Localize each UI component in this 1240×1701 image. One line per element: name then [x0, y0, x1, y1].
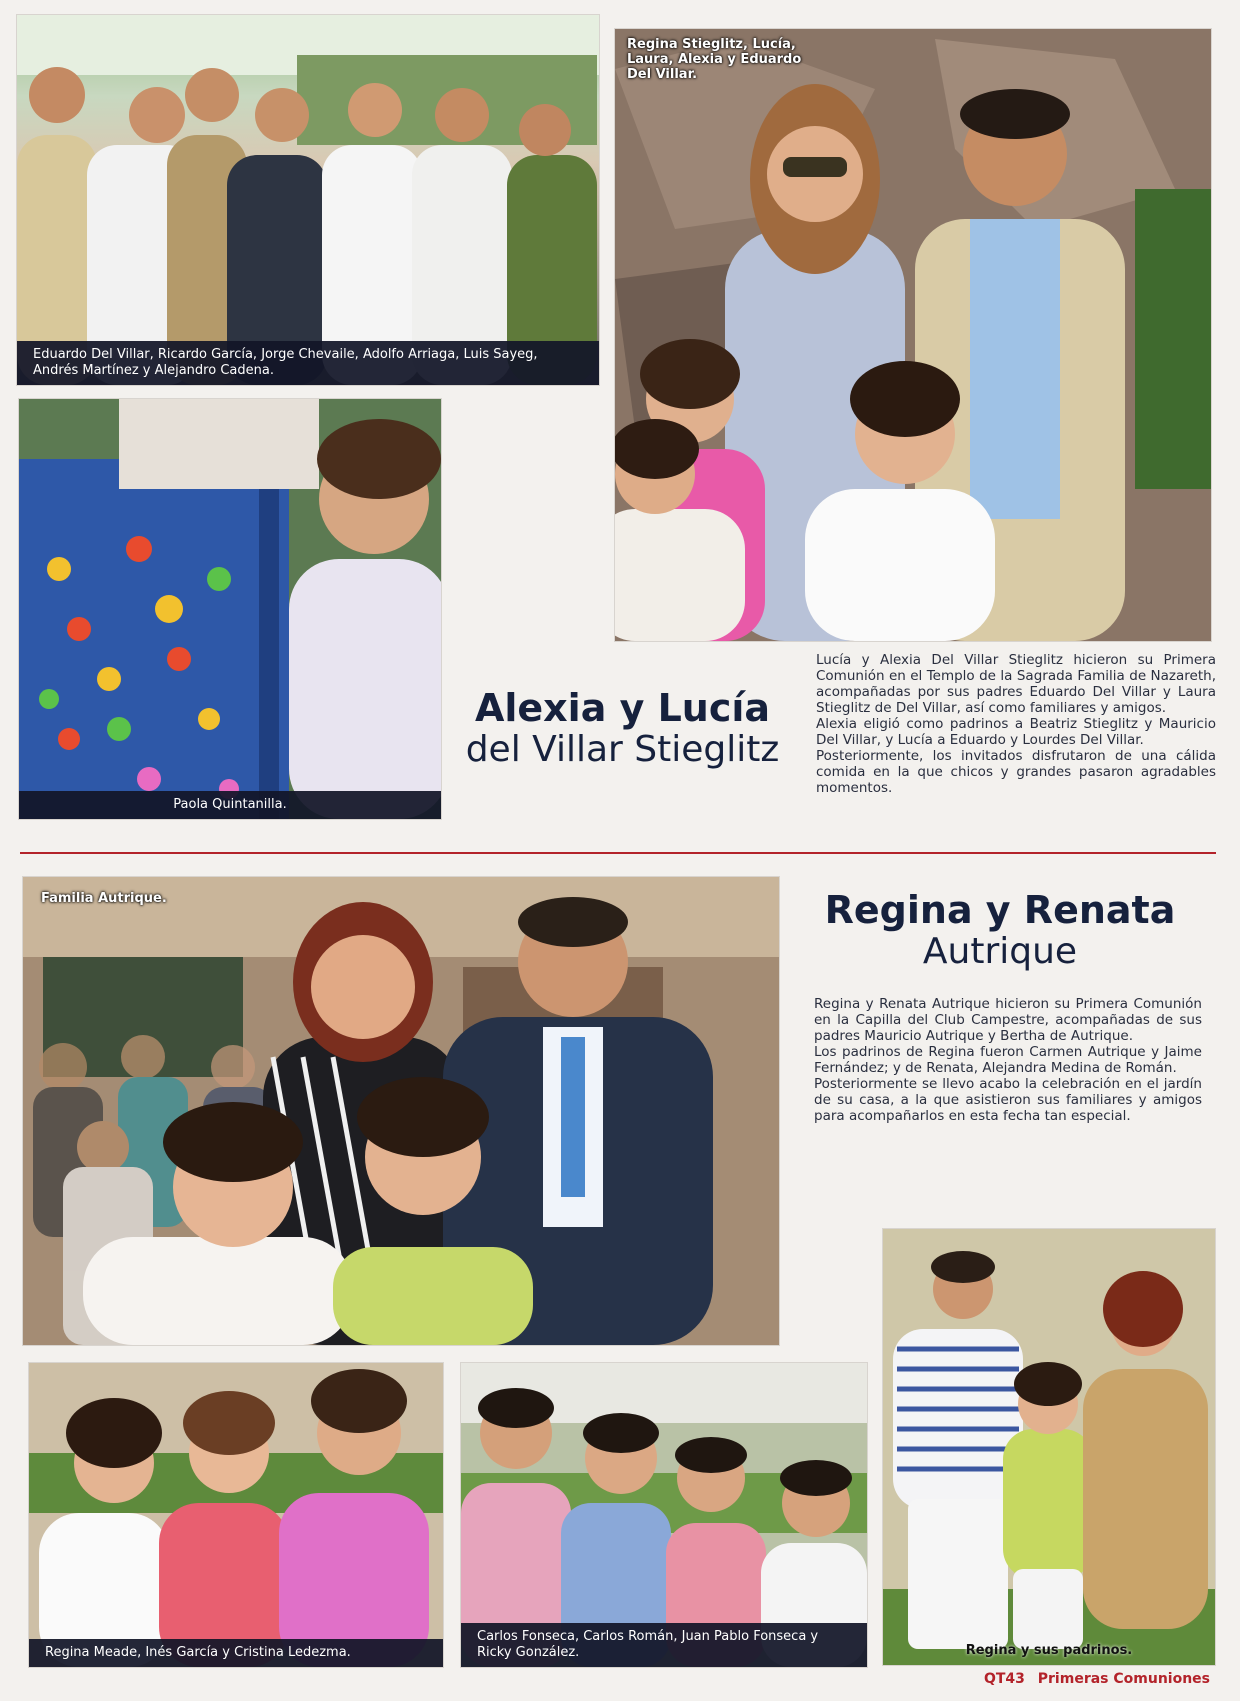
article2-title-line1: Regina y Renata	[824, 888, 1176, 932]
article1-paragraph: Alexia eligió como padrinos a Beatriz Stieglitz y Mauricio Del Villar, y Lucía a Eduardo y Lourdes Del Villar.	[816, 716, 1216, 748]
article2-title-line2: Autrique	[922, 931, 1078, 972]
photo-group-men	[16, 14, 600, 386]
photo-three-girls-image	[29, 1363, 443, 1667]
photo-family-villar	[614, 28, 1212, 642]
photo-caption: Familia Autrique.	[41, 891, 167, 906]
article2-title	[800, 888, 1200, 972]
article1-body	[816, 652, 1216, 796]
photo-family-villar-image	[615, 29, 1211, 641]
article2-paragraph: Posteriormente se llevo acabo la celebración en el jardín de su casa, a la que asistieron sus familiares y amigos para acompañarlos en esta fecha tan especial.	[814, 1076, 1202, 1124]
page-footer	[984, 1671, 1210, 1687]
photo-paola-image	[19, 399, 441, 819]
photo-padrinos	[882, 1228, 1216, 1666]
photo-padrinos-image	[883, 1229, 1215, 1665]
article1-paragraph: Posteriormente, los invitados disfrutaron de una cálida comida en la que chicos y grandes pasaron agradables momentos.	[816, 748, 1216, 796]
photo-caption: Paola Quintanilla.	[19, 791, 441, 819]
section-name: Primeras Comuniones	[1037, 1671, 1210, 1687]
photo-caption: Regina y sus padrinos.	[965, 1643, 1133, 1658]
article1-title	[450, 686, 795, 770]
section-divider	[20, 852, 1216, 854]
article2-paragraph: Los padrinos de Regina fueron Carmen Autrique y Jaime Fernández; y de Renata, Alejandra Medina de Román.	[814, 1044, 1202, 1076]
article1-title-line1: Alexia y Lucía	[474, 686, 771, 730]
page-number: QT43	[983, 1671, 1025, 1687]
photo-caption: Eduardo Del Villar, Ricardo García, Jorge Chevaile, Adolfo Arriaga, Luis Sayeg, Andrés Martínez y Alejandro Cadena.	[17, 341, 599, 385]
article1-title-line2: del Villar Stieglitz	[465, 729, 780, 770]
article2-body	[814, 996, 1202, 1124]
photo-caption: Regina Stieglitz, Lucía, Laura, Alexia y Eduardo Del Villar.	[627, 37, 802, 82]
article1-paragraph: Lucía y Alexia Del Villar Stieglitz hicieron su Primera Comunión en el Templo de la Sagrada Familia de Nazareth, acompañadas por sus padres Eduardo Del Villar y Laura Stieglitz de Del Villar, así como familiares y amigos.	[816, 652, 1216, 716]
photo-familia-autrique-image	[23, 877, 779, 1345]
photo-familia-autrique	[22, 876, 780, 1346]
photo-group-men-image	[17, 15, 599, 385]
photo-three-girls	[28, 1362, 444, 1668]
photo-caption: Carlos Fonseca, Carlos Román, Juan Pablo Fonseca y Ricky González.	[461, 1623, 867, 1667]
article2-paragraph: Regina y Renata Autrique hicieron su Primera Comunión en la Capilla del Club Campestre, acompañadas de sus padres Mauricio Autrique y Bertha de Autrique.	[814, 996, 1202, 1044]
photo-four-boys-image	[461, 1363, 867, 1667]
photo-caption: Regina Meade, Inés García y Cristina Ledezma.	[29, 1639, 443, 1667]
photo-paola	[18, 398, 442, 820]
photo-four-boys	[460, 1362, 868, 1668]
